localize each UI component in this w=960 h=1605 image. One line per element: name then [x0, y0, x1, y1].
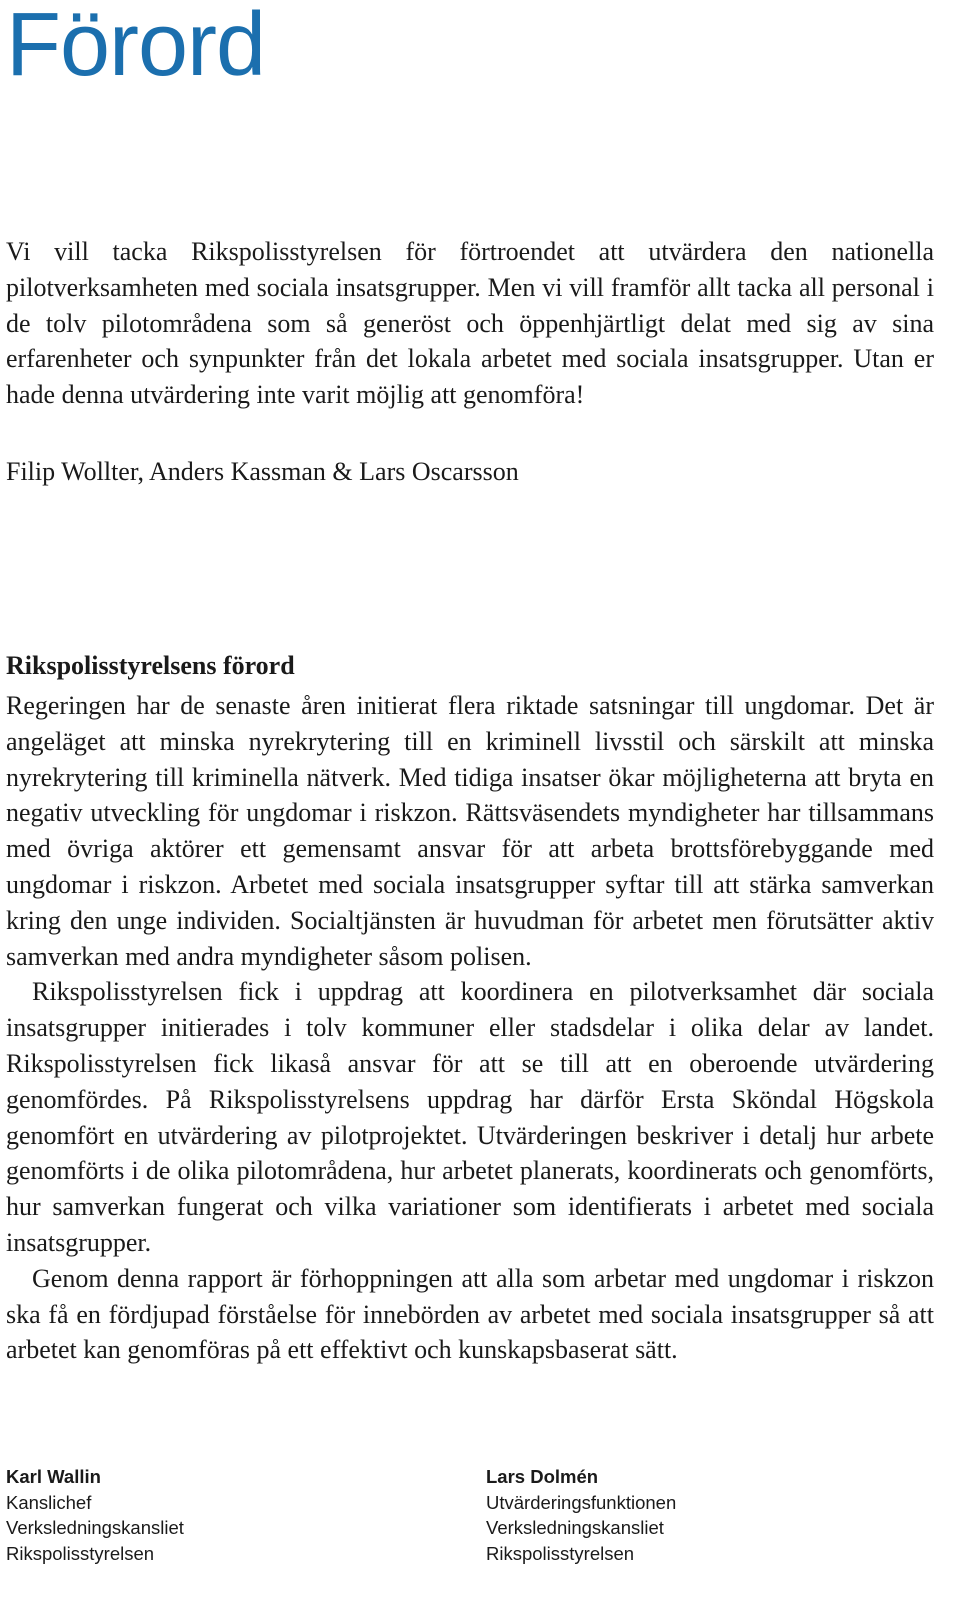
signatory-role: Kanslichef [6, 1491, 92, 1513]
signature-karl-wallin [6, 1464, 406, 1566]
body-paragraph: Genom denna rapport är förhoppningen att alla som arbetar med ungdomar i riskzon ska få en fördjupad förståelse för innebörden av arbetet med sociala insatsgrupper så att arbetet kan genomföras på ett effektivt och kunskapsbaserat sätt. [6, 1263, 934, 1365]
signatory-role: Utvärderingsfunktionen [486, 1491, 677, 1513]
signatory-unit: Verksledningskansliet [486, 1517, 664, 1539]
signatory-name: Karl Wallin [6, 1466, 101, 1487]
body-paragraph: Regeringen har de senaste åren initierat flera riktade satsningar till ungdomar. Det är angeläget att minska nyrekrytering till en kriminell livsstil och särskilt att minska nyrekrytering till kriminella nätverk. Med tidiga insatser ökar möjligheterna att bryta en negativ utveckling för ungdomar i riskzon. Rättsväsendets myndigheter har tillsammans med övriga aktörer ett gemensamt ansvar för att arbeta brottsförebyggande med ungdomar i riskzon. Arbetet med sociala insatsgrupper syftar till att stärka samverkan kring den unge individen. Socialtjänsten är huvudman för arbetet men förutsätter aktiv samverkan med andra myndigheter såsom polisen. [6, 691, 934, 971]
signatory-name: Lars Dolmén [486, 1466, 599, 1487]
authors-line: Filip Wollter, Anders Kassman & Lars Oscarsson [6, 457, 519, 486]
foreword-body [6, 688, 934, 1368]
body-paragraph: Rikspolisstyrelsen fick i uppdrag att koordinera en pilotverksamhet där sociala insatsgrupper initierades i tolv kommuner eller stadsdelar i olika delar av landet. Rikspolisstyrelsen fick likaså ansvar för att se till att en oberoende utvärdering genomfördes. På Rikspolisstyrelsens uppdrag har därför Ersta Sköndal Högskola genomfört en utvärdering av pilotprojektet. Utvärderingen beskriver i detalj hur arbete genomförts i de olika pilotområdena, hur arbetet planerats, koordinerats och genomförts, hur samverkan fungerat och vilka variationer som identifierats i arbetet med sociala insatsgrupper. [6, 977, 934, 1257]
page-title: Förord [6, 0, 266, 95]
signatory-organization: Rikspolisstyrelsen [486, 1542, 635, 1564]
section-heading: Rikspolisstyrelsens förord [6, 651, 295, 680]
signature-lars-dolmen [486, 1464, 886, 1566]
thanks-paragraph: Vi vill tacka Rikspolisstyrelsen för förtroendet att utvärdera den nationella pilotverksamheten med sociala insatsgrupper. Men vi vill framför allt tacka all personal i de tolv pilotområdena som så generöst och öppenhjärtligt delat med sig av sina erfarenheter och synpunkter från det lokala arbetet med sociala insatsgrupper. Utan er hade denna utvärdering inte varit möjlig att genomföra! [6, 237, 934, 410]
document-page [6, 0, 934, 1605]
signatory-unit: Verksledningskansliet [6, 1517, 184, 1539]
signatory-organization: Rikspolisstyrelsen [6, 1542, 155, 1564]
